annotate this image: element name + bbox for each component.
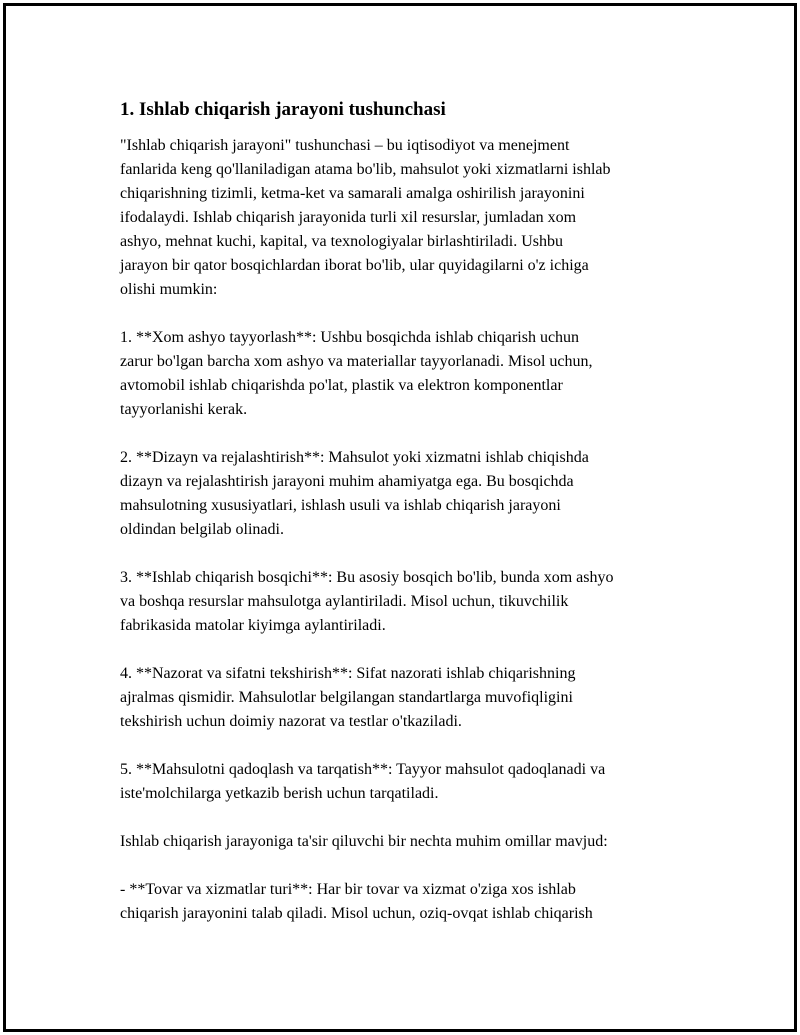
text-line: 1. **Xom ashyo tayyorlash**: Ushbu bosqichda ishlab chiqarish uchun: [120, 329, 580, 346]
paragraph-intro: [120, 134, 700, 302]
document-content: [120, 98, 700, 950]
paragraph-step-2: [120, 446, 700, 542]
text-line: va boshqa resurslar mahsulotga aylantiriladi. Misol uchun, tikuvchilik: [120, 593, 569, 610]
text-line: dizayn va rejalashtirish jarayoni muhim ahamiyatga ega. Bu bosqichda: [120, 473, 574, 490]
text-line: ashyo, mehnat kuchi, kapital, va texnologiyalar birlashtiriladi. Ushbu: [120, 233, 564, 250]
text-line: Ishlab chiqarish jarayoniga ta'sir qiluvchi bir nechta muhim omillar mavjud:: [120, 833, 608, 850]
paragraph-factor-1: [120, 878, 700, 926]
text-line: tayyorlanishi kerak.: [120, 401, 248, 418]
text-line: zarur bo'lgan barcha xom ashyo va materiallar tayyorlanadi. Misol uchun,: [120, 353, 593, 370]
paragraph-step-4: [120, 662, 700, 734]
paragraph-step-3: [120, 566, 700, 638]
text-line: 3. **Ishlab chiqarish bosqichi**: Bu asosiy bosqich bo'lib, bunda xom ashyo: [120, 569, 614, 586]
text-line: chiqarish jarayonini talab qiladi. Misol uchun, oziq-ovqat ishlab chiqarish: [120, 905, 593, 922]
text-line: fanlarida keng qo'llaniladigan atama bo'lib, mahsulot yoki xizmatlarni ishlab: [120, 161, 611, 178]
paragraph-step-1: [120, 326, 700, 422]
text-line: - **Tovar va xizmatlar turi**: Har bir tovar va xizmat o'ziga xos ishlab: [120, 881, 576, 898]
section-heading: 1. Ishlab chiqarish jarayoni tushunchasi: [120, 99, 446, 120]
text-line: olishi mumkin:: [120, 281, 218, 298]
text-line: fabrikasida matolar kiyimga aylantiriladi.: [120, 617, 386, 634]
text-line: avtomobil ishlab chiqarishda po'lat, plastik va elektron komponentlar: [120, 377, 563, 394]
text-line: ajralmas qismidir. Mahsulotlar belgilangan standartlarga muvofiqligini: [120, 689, 573, 706]
text-line: oldindan belgilab olinadi.: [120, 521, 284, 538]
paragraph-factors-intro: [120, 830, 700, 854]
document-page: [3, 3, 797, 1032]
text-line: mahsulotning xususiyatlari, ishlash usuli va ishlab chiqarish jarayoni: [120, 497, 561, 514]
paragraph-step-5: [120, 758, 700, 806]
text-line: 5. **Mahsulotni qadoqlash va tarqatish**: Tayyor mahsulot qadoqlanadi va: [120, 761, 606, 778]
text-line: 2. **Dizayn va rejalashtirish**: Mahsulot yoki xizmatni ishlab chiqishda: [120, 449, 589, 466]
text-line: iste'molchilarga yetkazib berish uchun tarqatiladi.: [120, 785, 439, 802]
text-line: chiqarishning tizimli, ketma-ket va samarali amalga oshirilish jarayonini: [120, 185, 585, 202]
text-line: tekshirish uchun doimiy nazorat va testlar o'tkaziladi.: [120, 713, 462, 730]
text-line: ifodalaydi. Ishlab chiqarish jarayonida turli xil resurslar, jumladan xom: [120, 209, 577, 226]
text-line: jarayon bir qator bosqichlardan iborat bo'lib, ular quyidagilarni o'z ichiga: [120, 257, 589, 274]
text-line: "Ishlab chiqarish jarayoni" tushunchasi – bu iqtisodiyot va menejment: [120, 137, 570, 154]
text-line: 4. **Nazorat va sifatni tekshirish**: Sifat nazorati ishlab chiqarishning: [120, 665, 576, 682]
